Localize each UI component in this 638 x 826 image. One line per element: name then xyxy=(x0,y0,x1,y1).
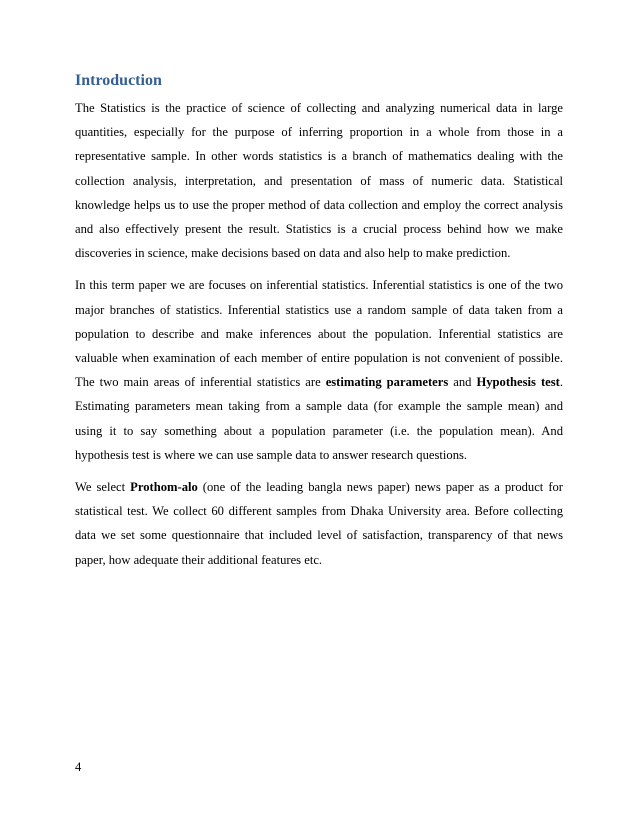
paragraph-inferential xyxy=(75,273,563,467)
paragraph-text: (one of the leading bangla news paper) news paper as a product for statistical test. We collect 60 different samples from Dhaka University area. Before collecting data we set some questionnaire that included level of satisfaction, transparency of that news paper, how adequate their additional features etc. xyxy=(75,480,563,567)
paragraph-text: and xyxy=(448,375,477,390)
paragraph-text: . Estimating parameters mean taking from a sample data (for example the sample mean) and using it to say something about a population parameter (i.e. the population mean). And hypothesis test is where we can use sample data to answer research questions. xyxy=(75,375,563,462)
paragraph-text: In this term paper we are focuses on inferential statistics. Inferential statistics is one of the two major branches of statistics. Inferential statistics use a random sample of data taken from a population to describe and make inferences about the population. Inferential statistics are valuable when examination of each member of entire population is not convenient of possible. The two main areas of inferential statistics are xyxy=(75,278,563,390)
bold-term-prothom-alo: Prothom-alo xyxy=(130,480,198,495)
bold-term-estimating-parameters: estimating parameters xyxy=(325,375,449,390)
paragraph-selection xyxy=(75,475,563,572)
paragraph-text: We select xyxy=(75,480,131,495)
section-heading: Introduction xyxy=(75,72,162,89)
bold-term-hypothesis-test: Hypothesis test xyxy=(476,375,560,390)
page-number: 4 xyxy=(75,760,82,774)
page-content xyxy=(75,71,563,580)
paragraph-intro: The Statistics is the practice of science of collecting and analyzing numerical data in large quantities, especially for the purpose of inferring proportion in a whole from those in a representative sample. In other words statistics is a branch of mathematics dealing with the collection analysis, interpretation, and presentation of mass of numeric data. Statistical knowledge helps us to use the proper method of data collection and employ the correct analysis and also effectively present the result. Statistics is a crucial process behind how we make discoveries in science, make decisions based on data and also help to make prediction. xyxy=(75,101,563,261)
